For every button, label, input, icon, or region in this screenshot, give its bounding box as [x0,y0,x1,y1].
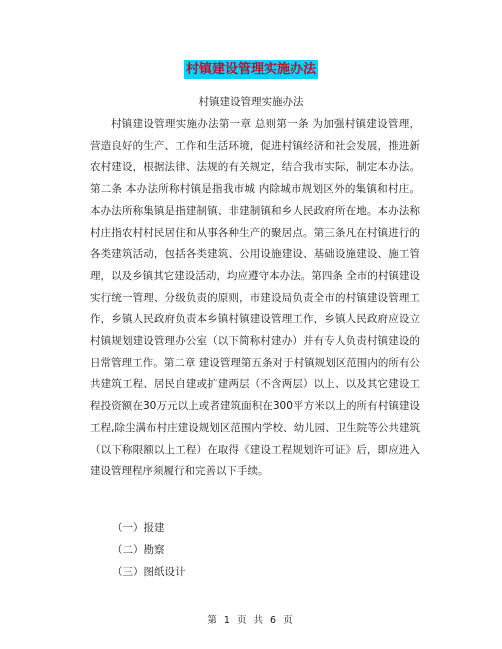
step-item-report: （一）报建 [112,522,165,534]
step-item-design: （三）图纸设计 [112,566,186,578]
step-item-survey: （二）勘察 [112,544,165,556]
document-subtitle: 村镇建设管理实施办法 [198,96,304,108]
page-footer: 第 1 页 共 6 页 [207,615,295,626]
document-title [0,58,502,79]
body-paragraph: 村镇建设管理实施办法第一章 总则第一条 为加强村镇建设管理，营造良好的生产、工作和生活环境，促进村镇经济和社会发展，推进新农村建设，根据法律、法规的有关规定，结合我市实际，制定本办法。第二条 本办法所称村镇是指我市城 内除城市规划区外的集镇和村庄。本办法所称集镇是指建制镇、非建制镇和乡人民政府所在地。本办法称村庄指农村村民居住和从事各种生产的聚居点。第三条凡在村镇进行的各类建筑活动，包括各类建筑、公用设施建设、基础设施建设、施工管理，以及乡镇其它建设活动，均应遵守本办法。第四条 全市的村镇建设实行统一管理、分级负责的原则，市建设局负责全市的村镇建设管理工作，乡镇人民政府负责本乡镇村镇建设管理工作，乡镇人民政府应设立村镇规划建设管理办公室（以下简称村建办）并有专人负责村镇建设的日常管理工作。第二章 建设管理第五条对于村镇规划区范围内的所有公共建筑工程、居民自建或扩建两层（不含两层）以上、以及其它建设工程投资额在30万元以上或者建筑面积在300平方米以上的所有村镇建设工程,除尘满布村庄建设规划区范围内学校、幼儿园、卫生院等公共建筑（以下称限额以上工程）在取得《建设工程规划许可证》后，即应进入建设管理程序须履行和完善以下手续。 [90,118,420,478]
body-text [90,114,420,483]
document-title-text: 村镇建设管理实施办法 [185,62,316,77]
